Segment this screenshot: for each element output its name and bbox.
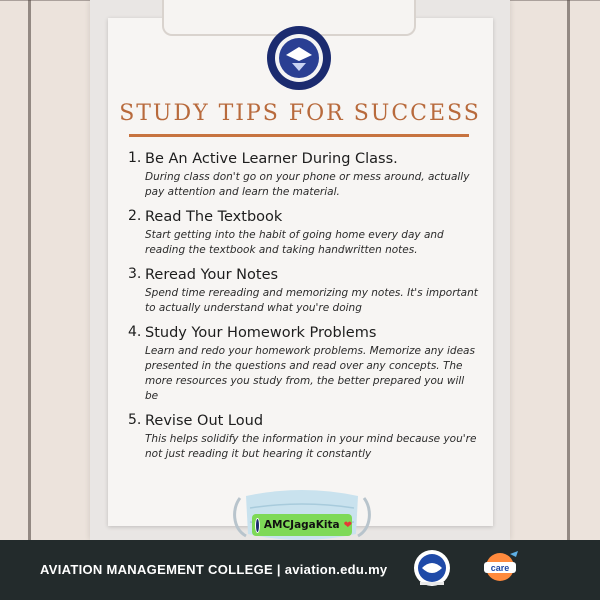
tip-title: Study Your Homework Problems (145, 325, 377, 341)
tip-number: 4. (128, 324, 142, 340)
tip-number: 1. (128, 150, 142, 166)
page-title: STUDY TIPS FOR SUCCESS (119, 101, 481, 126)
tip-title: Revise Out Loud (145, 413, 264, 429)
tip-number: 5. (128, 412, 142, 428)
title-divider (129, 134, 469, 137)
tip-number: 3. (128, 266, 142, 282)
tip-item (128, 208, 480, 258)
heart-icon: ❤ (343, 519, 352, 531)
tip-title: Reread Your Notes (145, 267, 279, 283)
tip-item (128, 412, 480, 462)
tip-description: This helps solidify the information in your mind because you're not just reading it but hearing it constantly (145, 433, 477, 460)
tip-description: During class don't go on your phone or mess around, actually pay attention and learn the material. (145, 171, 470, 198)
care-logo-icon (480, 549, 522, 589)
background-line-left (28, 0, 31, 540)
tip-title: Read The Textbook (145, 209, 283, 225)
iata-logo-icon (412, 548, 452, 588)
tip-item (128, 266, 480, 316)
tip-title: Be An Active Learner During Class. (145, 151, 398, 167)
tip-description: Spend time rereading and memorizing my notes. It's important to actually understand what you're doing (145, 287, 478, 314)
tip-item (128, 324, 480, 404)
hashtag-text: AMCJagaKita (263, 519, 340, 531)
amc-badge-icon (255, 518, 260, 533)
tip-description: Start getting into the habit of going home every day and reading the textbook and taking handwritten notes. (145, 229, 444, 256)
background-line-right (567, 0, 570, 540)
tips-list (128, 150, 480, 462)
amc-logo-icon (266, 25, 332, 91)
tip-number: 2. (128, 208, 142, 224)
hashtag-badge (252, 514, 352, 536)
footer-text: AVIATION MANAGEMENT COLLEGE | aviation.edu.my (40, 562, 388, 577)
tip-description: Learn and redo your homework problems. Memorize any ideas presented in the questions and read over any concepts. The more resources you study from, the better prepared you will be (145, 345, 475, 402)
svg-text:care: care (490, 563, 510, 573)
tip-item (128, 150, 480, 200)
